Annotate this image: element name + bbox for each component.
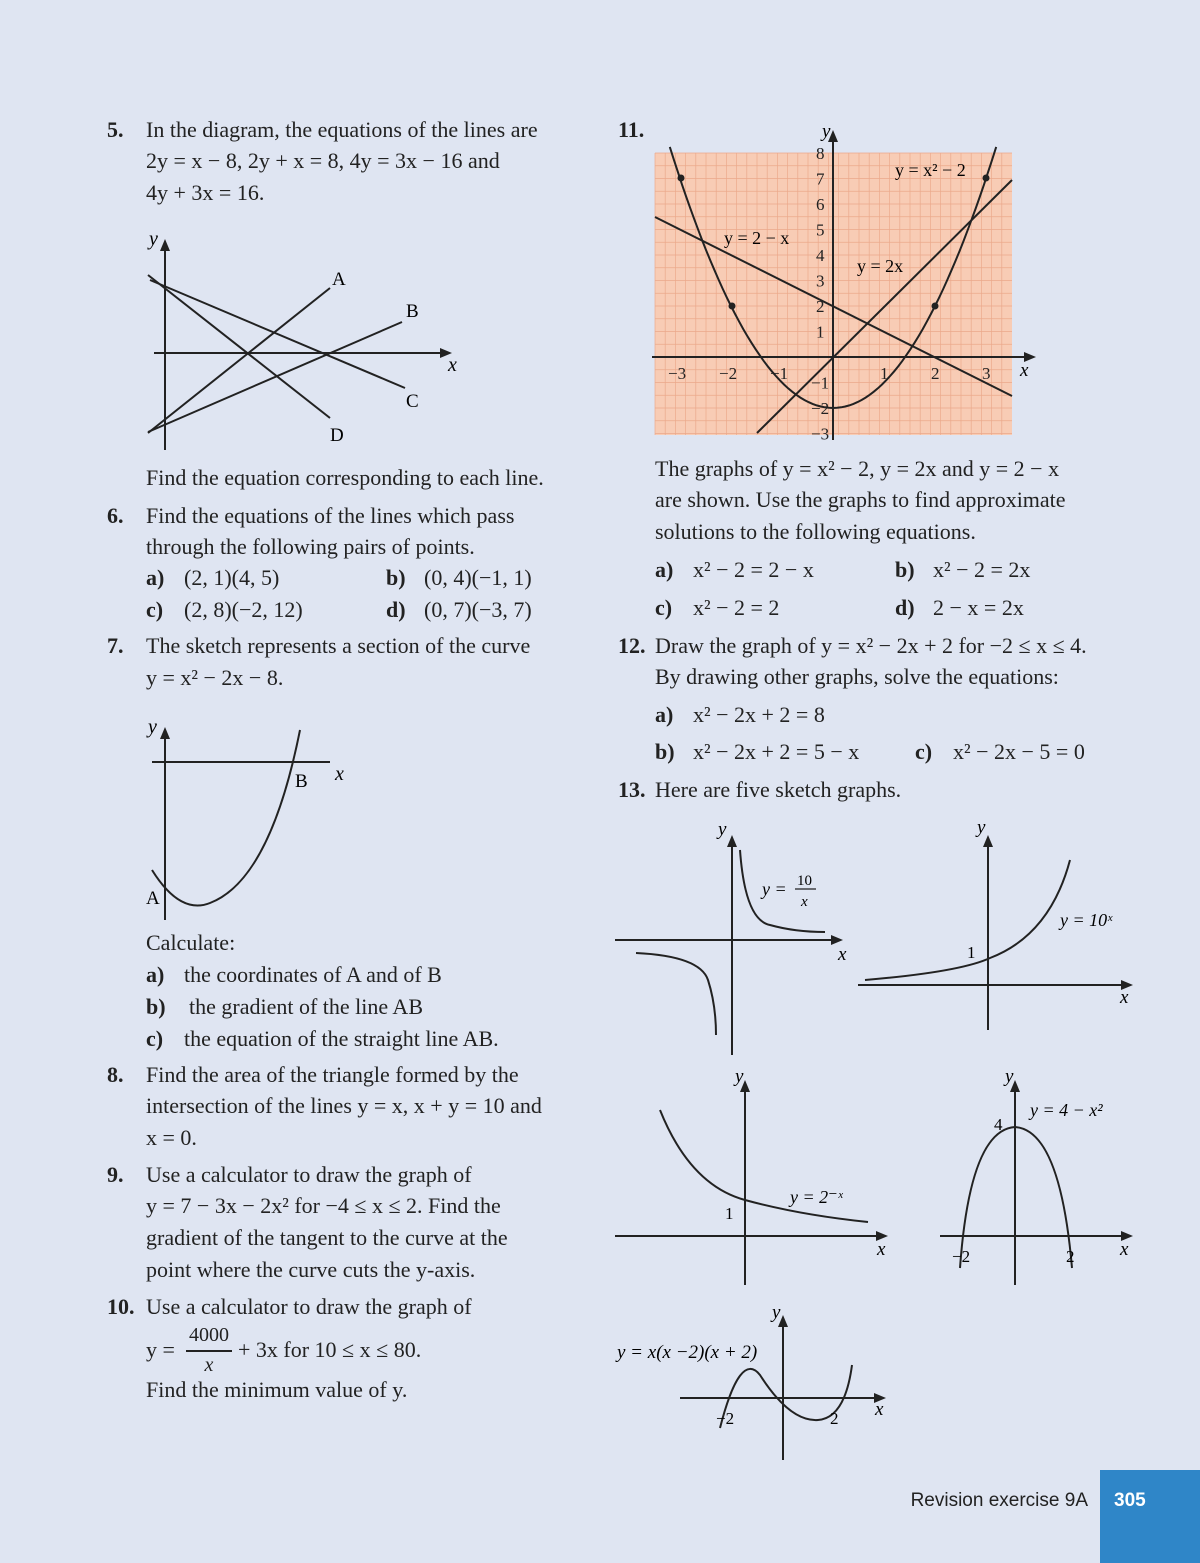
point-label-b: B [295,771,308,792]
x-tick-label: 3 [982,364,991,383]
part-text: (0, 7)(−3, 7) [424,597,532,622]
axis-label-y: y [1005,1066,1014,1087]
axis-label-y: y [718,819,727,840]
line-label: y = 2x [857,256,904,276]
curve-label: y = 10ˣ [1060,910,1113,930]
axis-label-x: x [1120,987,1129,1008]
parabola-sketch [140,715,370,925]
equation-lhs: y = [146,1337,175,1362]
part-text: x² − 2x + 2 = 8 [693,702,825,727]
exponential-growth-sketch [855,815,1140,1050]
part-text: (2, 1)(4, 5) [184,565,280,590]
axis-label-x: x [448,354,457,376]
question-text: Find the minimum value of y. [146,1377,408,1402]
question-text: By drawing other graphs, solve the equations: [655,664,1059,689]
part-label: b) [655,739,675,764]
curve-label: y = 4 − x² [1030,1100,1103,1120]
axis-label-x: x [875,1399,884,1420]
intercept-label: 1 [725,1204,734,1223]
axis-label-y: y [772,1302,781,1323]
fraction-denominator: x [204,1354,214,1376]
axis-label-x: x [335,763,344,785]
root-label: 2 [830,1409,839,1428]
part-text: x² − 2 = 2x [933,557,1031,582]
part-label: a) [655,702,674,727]
part-text: the gradient of the line AB [189,994,423,1019]
y-tick-label: 5 [816,220,825,240]
q11-graph [640,120,1060,450]
y-tick-label: 6 [816,195,825,214]
section-title: Revision exercise 9A [910,1490,1088,1511]
fraction-numerator: 10 [797,873,812,889]
question-text: Here are five sketch graphs. [655,777,902,802]
fraction-numerator: 4000 [189,1324,229,1346]
exponential-decay-sketch [610,1065,900,1290]
question-number: 11. [618,117,645,142]
question-number: 10. [107,1294,135,1319]
part-text: the equation of the straight line AB. [184,1026,499,1051]
part-label: a) [655,557,674,582]
part-text: x² − 2x + 2 = 5 − x [693,739,860,764]
x-tick-label: −1 [770,364,789,383]
part-text: x² − 2 = 2 [693,595,780,620]
curve-label: y = x² − 2 [895,160,966,180]
y-tick-label: 2 [816,297,825,316]
y-tick-label: 4 [816,246,825,265]
cubic-sketch [610,1300,900,1465]
axis-label-y: y [822,121,831,142]
question-number: 9. [107,1162,124,1187]
y-tick-label: 1 [816,322,825,342]
part-label: a) [146,962,165,987]
question-text: Calculate: [146,930,236,955]
part-label: d) [895,595,915,620]
root-label: 2 [1066,1247,1075,1266]
line-label-a: A [332,269,346,290]
x-tick-label: −3 [668,364,687,383]
axis-label-y: y [735,1066,744,1087]
part-label: c) [146,597,164,622]
question-text: The sketch represents a section of the curve [146,633,531,658]
question-number: 6. [107,503,124,528]
question-text: Draw the graph of y = x² − 2x + 2 for −2 ≤ x ≤ 4. [655,633,1087,658]
part-text: the coordinates of A and of B [184,962,442,987]
question-text: The graphs of y = x² − 2, y = 2x and y = 2 − x [655,456,1060,481]
question-text: are shown. Use the graphs to find approximate [655,487,1066,512]
curve-label: y = 2⁻ˣ [790,1187,843,1207]
x-tick-label: 1 [880,364,889,383]
fraction-denominator: x [801,894,808,910]
part-label: b) [146,994,166,1019]
question-text: + 3x for 10 ≤ x ≤ 80. [238,1337,422,1362]
question-text: y = x² − 2x − 8. [146,665,284,690]
reciprocal-sketch [610,815,860,1060]
axis-label-y: y [977,817,986,838]
page-number: 305 [1114,1490,1146,1511]
question-text: intersection of the lines y = x, x + y = 10 and [146,1093,542,1118]
question-number: 8. [107,1062,124,1087]
question-text: solutions to the following equations. [655,519,976,544]
part-label: c) [655,595,673,620]
line-label: y = 2 − x [724,228,790,248]
question-text: In the diagram, the equations of the lines are [146,117,538,142]
part-text: x² − 2x − 5 = 0 [953,739,1085,764]
intercept-label: 1 [967,943,976,962]
axis-label-x: x [877,1239,886,1260]
question-text: 2y = x − 8, 2y + x = 8, 4y = 3x − 16 and [146,148,500,173]
axis-label-x: x [838,944,847,965]
question-text: Find the equations of the lines which pass [146,503,515,528]
y-tick-label: −2 [811,399,830,418]
axis-label-y: y [149,228,158,250]
fraction-bar [186,1350,232,1352]
question-text: through the following pairs of points. [146,534,475,559]
axis-label-y: y [148,716,157,738]
four-lines-diagram [140,225,480,455]
line-label-d: D [330,425,344,446]
line-label-c: C [406,391,419,412]
line-label-b: B [406,301,419,322]
root-label: −2 [952,1247,971,1266]
curve-label: y = [762,879,787,899]
question-text: 4y + 3x = 16. [146,180,265,205]
part-label: b) [895,557,915,582]
y-tick-label: 3 [816,271,825,291]
question-text: Find the equation corresponding to each line. [146,465,544,490]
question-text: Find the area of the triangle formed by the [146,1062,519,1087]
question-number: 12. [618,633,646,658]
question-number: 13. [618,777,646,802]
axis-label-x: x [1120,1239,1129,1260]
vertex-label: 4 [994,1115,1003,1134]
y-tick-label: −1 [811,373,830,393]
question-number: 7. [107,633,124,658]
part-label: c) [146,1026,164,1051]
part-label: d) [386,597,406,622]
part-label: a) [146,565,165,590]
question-text: x = 0. [146,1125,197,1150]
part-label: c) [915,739,933,764]
inverted-parabola-sketch [935,1065,1145,1290]
question-text: gradient of the tangent to the curve at the [146,1225,508,1250]
question-text: Use a calculator to draw the graph of [146,1294,472,1319]
y-tick-label: −3 [811,424,830,444]
y-tick-label: 8 [816,144,825,163]
question-text: point where the curve cuts the y-axis. [146,1257,476,1282]
y-tick-label: 7 [816,169,825,189]
part-text: 2 − x = 2x [933,595,1024,620]
question-text: Use a calculator to draw the graph of [146,1162,472,1187]
question-text: y = 7 − 3x − 2x² for −4 ≤ x ≤ 2. Find the [146,1193,501,1218]
page-number-box [1100,1470,1200,1563]
part-text: (2, 8)(−2, 12) [184,597,303,622]
part-text: (0, 4)(−1, 1) [424,565,532,590]
part-text: x² − 2 = 2 − x [693,557,814,582]
root-label: −2 [716,1409,735,1428]
x-tick-label: −2 [719,364,738,383]
axis-label-x: x [1020,360,1029,381]
part-label: b) [386,565,406,590]
x-tick-label: 2 [931,364,940,383]
curve-label: y = x(x −2)(x + 2) [617,1342,758,1363]
point-label-a: A [146,888,160,909]
question-number: 5. [107,117,124,142]
